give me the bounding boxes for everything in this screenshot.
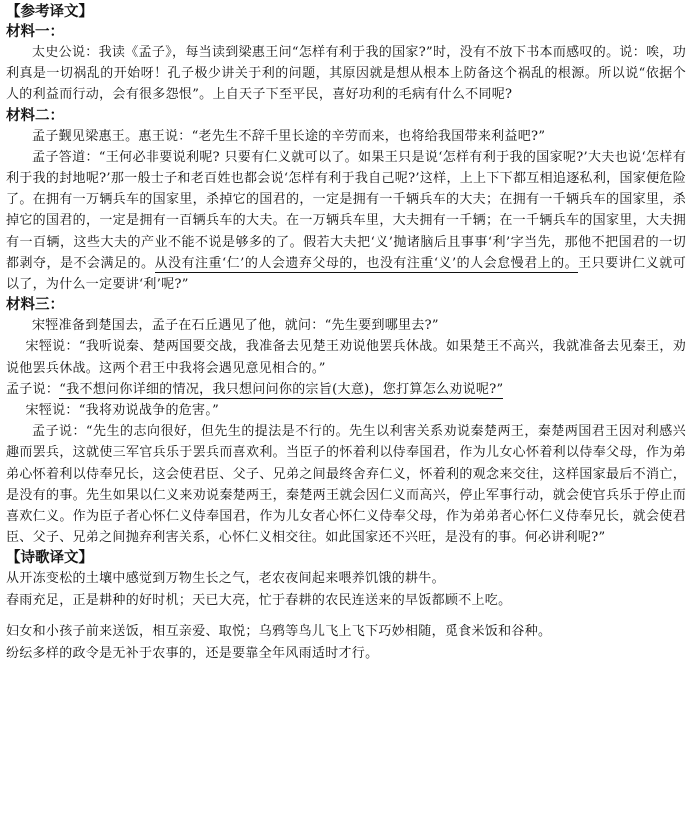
material-two-label: 材料二： (6, 107, 64, 124)
material-three-paragraph-2: 宋牼说：“我听说秦、楚两国要交战，我准备去见楚王劝说他罢兵休战。如果楚王不高兴，我就准备去见秦王，劝说他罢兵休战。这两个君王中我将会遇见意见相合的。” (6, 339, 686, 376)
material-two-paragraph-1: 孟子觐见梁惠王。惠王说：“老先生不辞千里长途的辛劳而来，也将给我国带来利益吧?” (32, 128, 546, 144)
underlined-sentence: “我不想问你详细的情况，我只想问问你的宗旨(大意)，您打算怎么劝说呢?” (59, 381, 504, 397)
reference-translation-heading: 【参考译文】 (6, 4, 93, 20)
poem-line-3: 妇女和小孩子前来送饭，相互亲爱、取悦；乌鸦等鸟儿飞上飞下巧妙相随，觅食米饭和谷种。 (6, 624, 552, 640)
material-three-paragraph-3 (6, 379, 686, 400)
material-three-label: 材料三： (6, 297, 64, 314)
underlined-sentence: 从没有注重‘仁’的人会遗弃父母的，也没有注重‘义’的人会怠慢君上的。 (154, 255, 579, 271)
poem-translation-heading: 【诗歌译文】 (6, 550, 93, 567)
paragraph-text: 孟子答道：“王何必非要说利呢? 只要有仁义就可以了。如果王只是说‘怎样有利于我的国家呢?’大夫也说‘怎样有利于我的封地呢?’那一般士子和老百姓也都会说‘怎样有利于我自己呢?’这样，上上下下都互相追逐私利，国家便危险了。在拥有一万辆兵车的国家里，杀掉它的国君的，一定是拥有一千辆兵车的大夫；在拥有一千辆兵车的国家里，杀掉它的国君的，一定是拥有一百辆兵车的大夫。在一万辆兵车里，大夫拥有一千辆；在一千辆兵车的国家里，大夫拥有一百辆，这些大夫的产业不能不说是够多的了。假若大夫把‘义’抛诸脑后且事事‘利’字当先，那他不把国君的一切都剥夺，是不会满足的。 (6, 149, 686, 271)
material-one-label: 材料一： (6, 24, 64, 40)
spacer (6, 611, 686, 621)
material-three-paragraph-1: 宋牼准备到楚国去，孟子在石丘遇见了他，就问：“先生要到哪里去?” (32, 318, 439, 334)
material-two-paragraph-2 (6, 147, 686, 295)
paragraph-text: 王只要讲仁义就可以了，为什么一定要讲‘利’呢?” (6, 255, 686, 293)
paragraph-text: 孟子说： (6, 381, 60, 397)
material-one-paragraph: 太史公说：我读《孟子》，每当读到梁惠王问“怎样有利于我的国家?”时，没有不放下书本而感叹的。说：唉，功利真是一切祸乱的开始呀！孔子极少讲关于利的问题，其原因就是想从根本上防备这个祸乱的根源。所以说“依据个人的利益而行动，会有很多怨恨”。上自天子下至平民，喜好功利的毛病有什么不同呢? (6, 45, 686, 103)
poem-line-4: 纷纭多样的政令是无补于农事的，还是要靠全年风雨适时才行。 (6, 645, 379, 661)
poem-line-2: 春雨充足，正是耕种的好时机；天已大亮，忙于春耕的农民连送来的早饭都顾不上吃。 (6, 592, 512, 608)
poem-line-1: 从开冻变松的土壤中感觉到万物生长之气，老农夜间起来喂养饥饿的耕牛。 (6, 571, 445, 587)
material-three-paragraph-5: 孟子说：“先生的志向很好，但先生的提法是不行的。先生以利害关系劝说秦楚两王，秦楚两国君王因对利感兴趣而罢兵，这就使三军官兵乐于罢兵而喜欢利。当臣子的怀着利以侍奉国君，作为儿女心怀着利以侍奉父母，作为弟弟心怀着利以侍奉兄长，这会使君臣、父子、兄弟之间最终舍弃仁义，怀着利的观念来交往，这样国家最后不消亡，是没有的事。先生如果以仁义来劝说秦楚两王，秦楚两王就会因仁义而高兴，停止军事行动，就会使官兵乐于停止而喜欢仁义。作为臣子者心怀仁义侍奉国君，作为儿女者心怀仁义侍奉父母，作为弟弟者心怀仁义侍奉兄长，就会使君臣、父子、兄弟之间抛弃利害关系，心怀仁义相交往。如此国家还不兴旺，是没有的事。何必讲利呢?” (6, 424, 686, 546)
material-three-paragraph-4: 宋牼说：“我将劝说战争的危害。” (25, 403, 220, 419)
